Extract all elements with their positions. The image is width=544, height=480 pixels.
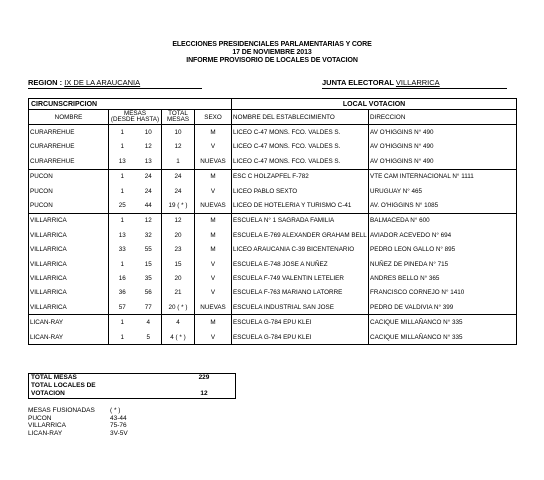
cell-hasta: 32 bbox=[136, 228, 162, 242]
cell-total: 4 ( * ) bbox=[162, 330, 195, 345]
col-estab-header: NOMBRE DEL ESTABLECIMIENTO bbox=[232, 110, 369, 125]
region-value: IX DE LA ARAUCANIA bbox=[64, 78, 141, 87]
total-locales-row-2 bbox=[29, 390, 236, 399]
cell-hasta: 12 bbox=[136, 140, 162, 154]
cell-establecimiento: ESC C HOLZAPFEL F-782 bbox=[232, 169, 369, 184]
table-row bbox=[29, 169, 517, 184]
cell-nombre: LICAN-RAY bbox=[29, 315, 109, 330]
cell-direccion: AV O'HIGGINS N° 490 bbox=[369, 140, 517, 154]
cell-hasta: 24 bbox=[136, 169, 162, 184]
cell-desde: 1 bbox=[109, 169, 136, 184]
total-locales-value: 12 bbox=[173, 390, 236, 399]
cell-sexo: V bbox=[195, 330, 232, 345]
total-locales-label-1: TOTAL LOCALES DE bbox=[29, 382, 174, 390]
cell-total: 19 ( * ) bbox=[162, 198, 195, 213]
total-mesas-label: TOTAL MESAS bbox=[29, 374, 174, 383]
cell-direccion: FRANCISCO CORNEJO N° 1410 bbox=[369, 286, 517, 300]
cell-hasta: 24 bbox=[136, 184, 162, 198]
cell-sexo: M bbox=[195, 315, 232, 330]
cell-total: 4 bbox=[162, 315, 195, 330]
total-locales-row-1 bbox=[29, 382, 236, 390]
cell-total: 12 bbox=[162, 140, 195, 154]
table-row bbox=[29, 243, 517, 257]
cell-nombre: PUCON bbox=[29, 198, 109, 213]
table-row bbox=[29, 154, 517, 169]
col-nombre-header: NOMBRE bbox=[29, 110, 109, 125]
cell-establecimiento: LICEO DE HOTELERIA Y TURISMO C-41 bbox=[232, 198, 369, 213]
table-row bbox=[29, 213, 517, 228]
fusionada-item: LICAN-RAY 3V-5V bbox=[28, 429, 128, 437]
cell-nombre: VILLARRICA bbox=[29, 271, 109, 285]
cell-desde: 16 bbox=[118, 274, 126, 282]
cell-desde: 1 bbox=[109, 213, 136, 228]
cell-desde: 36 bbox=[118, 289, 126, 297]
fusionadas-title-row bbox=[28, 407, 128, 415]
cell-desde: 13 bbox=[118, 231, 126, 239]
cell-nombre: VILLARRICA bbox=[29, 213, 109, 228]
cell-sexo: NUEVAS bbox=[195, 300, 232, 315]
cell-total: 23 bbox=[162, 243, 195, 257]
cell-total: 24 bbox=[162, 169, 195, 184]
cell-direccion: ANDRES BELLO N° 365 bbox=[369, 271, 517, 285]
region-label: REGION : bbox=[28, 78, 63, 87]
cell-total: 12 bbox=[162, 213, 195, 228]
cell-hasta: 35 bbox=[136, 271, 162, 285]
cell-total: 1 bbox=[162, 154, 195, 169]
cell-establecimiento: ESCUELA E-748 JOSE A NUÑEZ bbox=[232, 257, 369, 271]
cell-hasta: 5 bbox=[136, 330, 162, 345]
cell-desde: 1 bbox=[120, 260, 124, 268]
cell-sexo: V bbox=[195, 271, 232, 285]
cell-desde: 1 bbox=[109, 330, 136, 345]
cell-direccion: VTE CAM INTERNACIONAL N° 1111 bbox=[369, 169, 517, 184]
cell-direccion: PEDRO LEON GALLO N° 895 bbox=[369, 243, 517, 257]
fusionada-item: VILLARRICA 75-76 bbox=[28, 422, 127, 429]
cell-desde: 13 bbox=[118, 157, 126, 165]
cell-desde: 25 bbox=[118, 202, 126, 210]
total-mesas-value: 229 bbox=[173, 374, 236, 383]
cell-direccion: CACIQUE MILLAÑANCO N° 335 bbox=[369, 315, 517, 330]
table-row bbox=[29, 228, 517, 242]
cell-desde: 1 bbox=[109, 315, 136, 330]
cell-direccion: NUÑEZ DE PINEDA N° 715 bbox=[369, 257, 517, 271]
cell-establecimiento: LICEO ARAUCANIA C-39 BICENTENARIO bbox=[232, 243, 369, 257]
cell-hasta: 12 bbox=[136, 213, 162, 228]
local-votacion-heading: LOCAL VOTACION bbox=[232, 99, 517, 110]
total-mesas-row bbox=[29, 374, 236, 383]
cell-establecimiento: ESCUELA INDUSTRIAL SAN JOSE bbox=[232, 300, 369, 315]
col-dir-header: DIRECCION bbox=[369, 110, 517, 125]
cell-total: 24 bbox=[162, 184, 195, 198]
cell-direccion: BALMACEDA N° 600 bbox=[369, 213, 517, 228]
cell-desde: 1 bbox=[120, 129, 124, 137]
cell-total: 20 ( * ) bbox=[162, 300, 195, 315]
locales-table bbox=[28, 98, 517, 345]
group-header-row bbox=[29, 99, 517, 110]
cell-direccion: CACIQUE MILLAÑANCO N° 335 bbox=[369, 330, 517, 345]
cell-sexo: M bbox=[195, 213, 232, 228]
table-row bbox=[29, 125, 517, 140]
cell-establecimiento: ESCUELA N° 1 SAGRADA FAMILIA bbox=[232, 213, 369, 228]
cell-total: 20 bbox=[162, 271, 195, 285]
cell-hasta: 13 bbox=[136, 154, 162, 169]
report-title-line2: 17 DE NOVIEMBRE 2013 bbox=[232, 49, 312, 56]
totals-box bbox=[28, 373, 236, 399]
cell-sexo: M bbox=[195, 125, 232, 140]
cell-hasta: 44 bbox=[136, 198, 162, 213]
cell-hasta: 55 bbox=[136, 243, 162, 257]
cell-sexo: V bbox=[195, 286, 232, 300]
report-title-line1: ELECCIONES PRESIDENCIALES PARLAMENTARIAS Y CORE bbox=[172, 41, 372, 48]
cell-nombre: LICAN-RAY bbox=[29, 330, 109, 345]
table-row bbox=[29, 140, 517, 154]
cell-hasta: 15 bbox=[136, 257, 162, 271]
table-row bbox=[29, 271, 517, 285]
table-row bbox=[29, 184, 517, 198]
cell-desde: 1 bbox=[120, 187, 124, 195]
circunscripcion-heading: CIRCUNSCRIPCION bbox=[29, 99, 232, 110]
cell-sexo: M bbox=[195, 243, 232, 257]
fusionada-item: PUCON 43-44 bbox=[28, 414, 127, 422]
cell-establecimiento: ESCUELA F-763 MARIANO LATORRE bbox=[232, 286, 369, 300]
cell-establecimiento: ESCUELA F-749 VALENTIN LETELIER bbox=[232, 271, 369, 285]
cell-nombre: VILLARRICA bbox=[29, 243, 109, 257]
cell-hasta: 10 bbox=[136, 125, 162, 140]
cell-total: 21 bbox=[162, 286, 195, 300]
table-row bbox=[29, 286, 517, 300]
cell-nombre: VILLARRICA bbox=[29, 228, 109, 242]
cell-nombre: CURARREHUE bbox=[29, 125, 109, 140]
region-field bbox=[28, 78, 140, 87]
cell-establecimiento: LICEO PABLO SEXTO bbox=[232, 184, 369, 198]
cell-nombre: VILLARRICA bbox=[29, 300, 109, 315]
table-row bbox=[29, 330, 517, 345]
junta-label: JUNTA ELECTORAL bbox=[322, 78, 394, 87]
cell-nombre: VILLARRICA bbox=[29, 286, 109, 300]
col-total-header: TOTAL MESAS bbox=[162, 110, 195, 125]
cell-direccion: AV O'HIGGINS N° 490 bbox=[369, 154, 517, 169]
cell-establecimiento: ESCUELA G-784 EPU KLEI bbox=[232, 315, 369, 330]
cell-direccion: AVIADOR ACEVEDO N° 694 bbox=[369, 228, 517, 242]
cell-desde: 57 bbox=[118, 303, 126, 311]
cell-nombre: VILLARRICA bbox=[29, 257, 109, 271]
table-row bbox=[29, 300, 517, 315]
cell-direccion: AV. O'HIGGINS N° 1085 bbox=[369, 198, 517, 213]
junta-underline bbox=[322, 88, 507, 89]
cell-sexo: M bbox=[195, 169, 232, 184]
cell-hasta: 4 bbox=[136, 315, 162, 330]
total-locales-label-2: VOTACION bbox=[29, 390, 174, 399]
cell-total: 15 bbox=[162, 257, 195, 271]
mesas-fusionadas bbox=[28, 407, 128, 437]
cell-sexo: V bbox=[195, 140, 232, 154]
cell-direccion: AV O'HIGGINS N° 490 bbox=[369, 125, 517, 140]
col-mesas-header: MESAS (DESDE HASTA) bbox=[109, 110, 162, 125]
cell-establecimiento: LICEO C-47 MONS. FCO. VALDES S. bbox=[232, 125, 369, 140]
cell-hasta: 77 bbox=[136, 300, 162, 315]
cell-establecimiento: ESCUELA G-784 EPU KLEI bbox=[232, 330, 369, 345]
cell-direccion: PEDRO DE VALDIVIA N° 399 bbox=[369, 300, 517, 315]
cell-nombre: PUCON bbox=[29, 184, 109, 198]
cell-desde: 1 bbox=[120, 143, 124, 151]
cell-nombre: PUCON bbox=[29, 169, 109, 184]
cell-establecimiento: LICEO C-47 MONS. FCO. VALDES S. bbox=[232, 154, 369, 169]
cell-sexo: V bbox=[195, 184, 232, 198]
junta-value: VILLARRICA bbox=[395, 78, 440, 87]
cell-total: 20 bbox=[162, 228, 195, 242]
fusionadas-title: MESAS FUSIONADAS bbox=[28, 407, 95, 414]
cell-sexo: NUEVAS bbox=[195, 198, 232, 213]
column-header-row bbox=[29, 110, 517, 125]
cell-nombre: CURARREHUE bbox=[29, 154, 109, 169]
region-underline bbox=[28, 88, 202, 89]
fusionadas-marker: ( * ) bbox=[110, 407, 121, 414]
table-row bbox=[29, 198, 517, 213]
cell-hasta: 56 bbox=[136, 286, 162, 300]
col-sexo-header: SEXO bbox=[195, 110, 232, 125]
cell-desde: 33 bbox=[118, 246, 126, 254]
cell-establecimiento: ESCUELA E-769 ALEXANDER GRAHAM BELL bbox=[232, 228, 369, 242]
cell-direccion: URUGUAY N° 465 bbox=[369, 184, 517, 198]
junta-field bbox=[322, 78, 440, 87]
cell-sexo: NUEVAS bbox=[195, 154, 232, 169]
cell-total: 10 bbox=[162, 125, 195, 140]
cell-nombre: CURARREHUE bbox=[29, 140, 109, 154]
report-title-line3: INFORME PROVISORIO DE LOCALES DE VOTACION bbox=[186, 57, 358, 64]
cell-establecimiento: LICEO C-47 MONS. FCO. VALDES S. bbox=[232, 140, 369, 154]
cell-sexo: V bbox=[195, 257, 232, 271]
table-row bbox=[29, 257, 517, 271]
table-row bbox=[29, 315, 517, 330]
cell-sexo: M bbox=[195, 228, 232, 242]
